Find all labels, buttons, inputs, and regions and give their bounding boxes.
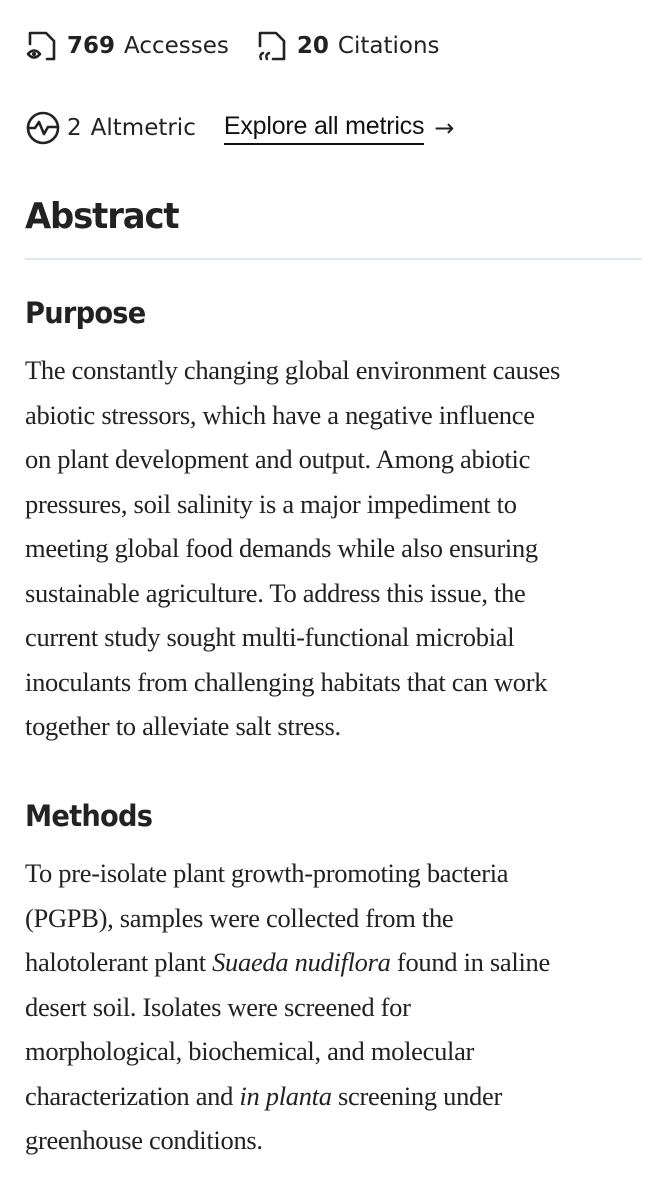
text-run: halotolerant plant xyxy=(25,947,213,977)
text-line xyxy=(25,1029,650,1074)
text-run: morphological, biochemical, and molecular xyxy=(25,1036,475,1066)
text-line: The constantly changing global environment causes xyxy=(25,355,561,385)
text-line xyxy=(25,851,650,896)
citations-metric xyxy=(255,28,440,64)
text-line xyxy=(25,1074,650,1119)
text-run: characterization and xyxy=(25,1080,240,1111)
text-line: inoculants from challenging habitats that can work xyxy=(25,666,548,697)
arrow-right-icon: → xyxy=(434,114,455,142)
methods-heading: Methods xyxy=(25,799,153,833)
text-line: meeting global food demands while also ensuring xyxy=(25,533,538,563)
purpose-paragraph xyxy=(25,348,650,749)
text-line: current study sought multi-functional microbial xyxy=(25,622,515,652)
metrics-row-primary xyxy=(25,28,466,64)
section-divider xyxy=(25,258,642,260)
accesses-count: 769 xyxy=(67,33,116,59)
text-line: together to alleviate salt stress. xyxy=(25,711,341,741)
altmetric-count: 2 xyxy=(67,115,82,141)
altmetric-metric xyxy=(25,110,196,146)
purpose-heading: Purpose xyxy=(25,296,146,330)
methods-paragraph xyxy=(25,851,650,1163)
altmetric-pulse-icon xyxy=(25,110,61,146)
text-run: greenhouse conditions. xyxy=(25,1125,263,1155)
altmetric-label: Altmetric xyxy=(90,115,196,141)
text-line: abiotic stressors, which have a negative influence xyxy=(25,399,535,430)
text-line: pressures, soil salinity is a major impediment to xyxy=(25,488,517,519)
italic-term: in planta xyxy=(239,1080,332,1111)
accesses-label: Accesses xyxy=(124,33,229,59)
text-line xyxy=(25,940,650,985)
text-run: (PGPB), samples were collected from the xyxy=(25,902,454,933)
citations-label: Citations xyxy=(337,33,440,59)
text-line xyxy=(25,985,650,1030)
document-eye-icon xyxy=(25,28,61,64)
text-run: screening under xyxy=(331,1080,502,1111)
species-name: Suaeda nudiflora xyxy=(212,947,391,977)
text-run: desert soil. Isolates were screened for xyxy=(25,991,411,1022)
document-quote-icon xyxy=(255,28,291,64)
accesses-metric xyxy=(25,28,229,64)
text-line: on plant development and output. Among abiotic xyxy=(25,444,531,474)
text-line xyxy=(25,1118,650,1163)
text-line xyxy=(25,896,650,941)
citations-count: 20 xyxy=(296,33,329,59)
explore-metrics-link-wrap[interactable] xyxy=(224,112,455,145)
explore-metrics-link[interactable]: Explore all metrics xyxy=(224,112,424,145)
abstract-heading: Abstract xyxy=(25,196,179,237)
text-run: found in saline xyxy=(390,947,550,977)
metrics-row-secondary xyxy=(25,110,454,146)
text-line: sustainable agriculture. To address this issue, the xyxy=(25,577,526,608)
text-run: To pre-isolate plant growth-promoting bacteria xyxy=(25,858,509,888)
